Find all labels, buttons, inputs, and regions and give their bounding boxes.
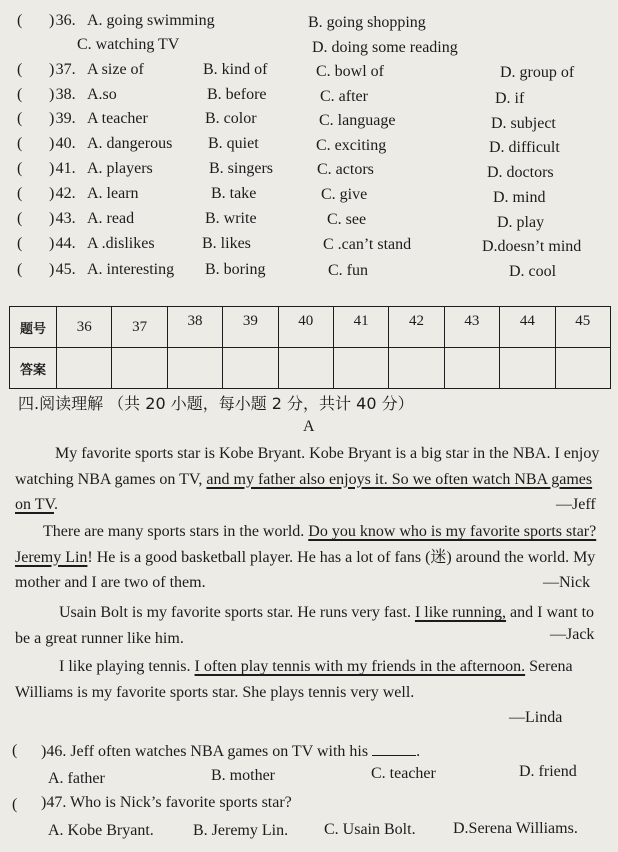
row-label: 答案	[10, 348, 57, 389]
question-number: ) 38.	[49, 86, 76, 103]
question-number: ) 36.	[49, 12, 76, 29]
paragraph-linda: I like playing tennis. I often play tennis with my friends in the afternoon. Serena Williams is my favorite sports star. She plays tennis very well.	[15, 658, 573, 701]
table-cell: 45	[555, 307, 610, 348]
option-a: A. going swimming	[87, 12, 215, 29]
signature-nick: —Nick	[543, 574, 591, 591]
option-a: A .dislikes	[87, 235, 155, 252]
question-number: ) 39.	[49, 110, 76, 127]
option-a: A. read	[87, 210, 135, 227]
answer-paren: (	[12, 796, 18, 813]
signature-linda: —Linda	[509, 709, 563, 726]
table-cell: 44	[500, 307, 555, 348]
option-d: D. group of	[500, 64, 575, 81]
option-a: A. learn	[87, 185, 139, 202]
option-d: D.Serena Williams.	[453, 820, 578, 837]
option-b: B. color	[205, 110, 257, 127]
table-cell: 41	[333, 307, 388, 348]
table-cell: 42	[389, 307, 444, 348]
answer-cell[interactable]	[112, 348, 167, 389]
answer-table	[9, 306, 611, 389]
answer-cell[interactable]	[223, 348, 278, 389]
answer-paren: (	[17, 110, 23, 127]
option-d: D. mind	[493, 189, 546, 206]
passage-letter: A	[303, 418, 315, 435]
option-b: B. going shopping	[308, 14, 426, 31]
option-c: C. actors	[317, 161, 374, 178]
table-cell: 38	[167, 307, 222, 348]
table-cell: 36	[57, 307, 112, 348]
option-a: A. interesting	[87, 261, 175, 278]
option-c: C. watching TV	[77, 36, 180, 53]
paragraph-jack: Usain Bolt is my favorite sports star. He runs very fast. I like running, and I want to be a great runner like him.	[15, 604, 595, 647]
option-a: A size of	[87, 61, 144, 78]
option-c: C. fun	[328, 262, 368, 279]
option-b: B. take	[211, 185, 257, 202]
option-c: C .can’t stand	[323, 236, 412, 253]
option-a: A. players	[87, 160, 153, 177]
option-d: D. if	[495, 90, 525, 107]
option-b: B. singers	[209, 160, 273, 177]
question-stem: )47. Who is Nick’s favorite sports star?	[41, 794, 292, 811]
answer-paren: (	[12, 742, 18, 759]
option-a: A. Kobe Bryant.	[48, 822, 154, 839]
question-number: ) 44.	[49, 235, 76, 252]
question-number: ) 45.	[49, 261, 76, 278]
answer-paren: (	[17, 86, 23, 103]
option-c: C. give	[321, 186, 368, 203]
answer-paren: (	[17, 61, 23, 78]
option-d: D. difficult	[489, 139, 560, 156]
answer-cell[interactable]	[444, 348, 499, 389]
option-d: D. doing some reading	[312, 39, 458, 56]
signature-jack: —Jack	[550, 626, 595, 643]
answer-cell[interactable]	[555, 348, 610, 389]
option-b: B. Jeremy Lin.	[193, 822, 289, 839]
option-a: A. father	[48, 770, 105, 787]
option-d: D. friend	[519, 763, 577, 780]
table-cell: 40	[278, 307, 333, 348]
paragraph-nick: There are many sports stars in the world. Do you know who is my favorite sports star? Jeremy Lin! He is a good basketball player. He has a lot of fans (迷) around the world. My mother and I are two of them.	[15, 523, 597, 591]
answer-cell[interactable]	[333, 348, 388, 389]
answer-paren: (	[17, 185, 23, 202]
question-number: ) 42.	[49, 185, 76, 202]
fill-blank	[372, 742, 416, 756]
option-d: D. play	[497, 214, 545, 231]
answer-paren: (	[17, 135, 23, 152]
option-b: B. mother	[211, 767, 275, 784]
answer-cell[interactable]	[57, 348, 112, 389]
option-a: A. dangerous	[87, 135, 173, 152]
option-b: B. kind of	[203, 61, 268, 78]
answer-paren: (	[17, 12, 23, 29]
option-c: C. see	[327, 211, 367, 228]
question-number: ) 43.	[49, 210, 76, 227]
option-c: C. exciting	[316, 137, 387, 154]
answer-paren: (	[17, 261, 23, 278]
question-stem: )46. Jeff often watches NBA games on TV with his .	[41, 743, 421, 760]
question-number: ) 37.	[49, 61, 76, 78]
option-d: D.doesn’t mind	[482, 238, 582, 255]
option-d: D. doctors	[487, 164, 554, 181]
row-label: 题号	[10, 307, 57, 348]
answer-paren: (	[17, 235, 23, 252]
option-c: C. after	[320, 88, 368, 105]
option-d: D. subject	[491, 115, 556, 132]
paragraph-jeff: My favorite sports star is Kobe Bryant. Kobe Bryant is a big star in the NBA. I enjoy watching NBA games on TV, and my father also enjoys it. So we often watch NBA games on TV.	[15, 445, 600, 513]
option-b: B. before	[207, 86, 267, 103]
answer-paren: (	[17, 160, 23, 177]
table-row	[10, 348, 611, 389]
signature-jeff: —Jeff	[556, 496, 596, 513]
table-row	[10, 307, 611, 348]
option-b: B. quiet	[208, 135, 259, 152]
answer-cell[interactable]	[278, 348, 333, 389]
option-b: B. boring	[205, 261, 266, 278]
option-c: C. Usain Bolt.	[324, 821, 416, 838]
option-c: C. teacher	[371, 765, 436, 782]
table-cell: 43	[444, 307, 499, 348]
question-number: ) 40.	[49, 135, 76, 152]
answer-cell[interactable]	[167, 348, 222, 389]
answer-cell[interactable]	[500, 348, 555, 389]
option-c: C. bowl of	[316, 63, 384, 80]
option-a: A teacher	[87, 110, 148, 127]
option-b: B. write	[205, 210, 257, 227]
option-d: D. cool	[509, 263, 557, 280]
option-c: C. language	[319, 112, 396, 129]
table-cell: 39	[223, 307, 278, 348]
answer-cell[interactable]	[389, 348, 444, 389]
question-number: ) 41.	[49, 160, 76, 177]
section-title: 四.阅读理解 （共 20 小题，每小题 2 分，共计 40 分）	[18, 394, 414, 413]
option-a: A.so	[87, 86, 117, 103]
answer-paren: (	[17, 210, 23, 227]
option-b: B. likes	[202, 235, 251, 252]
table-cell: 37	[112, 307, 167, 348]
